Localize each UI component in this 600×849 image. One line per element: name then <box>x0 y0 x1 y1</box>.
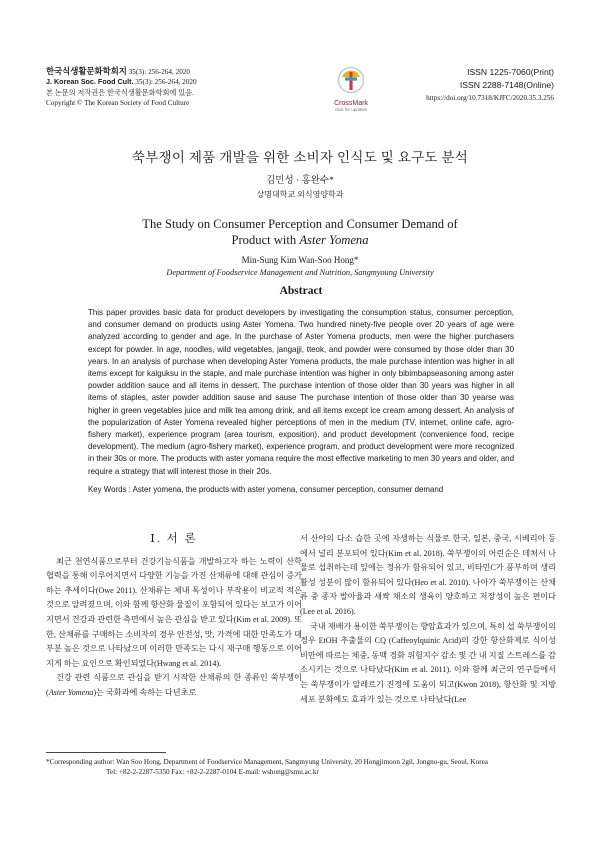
intro-paragraph-2-start: 건강 관련 식품으로 관심을 받기 시작한 산채류의 한 종류인 쑥부쟁이( <box>46 673 302 697</box>
intro-paragraph-1: 최근 천연식품으로부터 건강기능식품을 개발하고자 하는 노력이 산학 협력을 통해 이루어지면서 다양한 기능을 가진 산채류에 대해 관심이 증가하는 추세이다(Owe 2011). 산채류는 체내 독성이나 부작용이 비교적 적은 것으로 알려졌으며, 이와 함께 항산화 물질이 포함되어 있다는 보고가 이어지면서 건강과 관련한 측면에서 높은 관심을 받고 있다(Kim et al. 2009). 또한, 산채류를 구매하는 소비자의 경우 안전성, 맛, 가격에 대한 만족도가 대부분 높은 것으로 나타났으며 이러한 만족도는 다시 재구매 행동으로 이어지게 하는 요인으로 확인되었다(Hwang et al. 2014). <box>46 556 302 668</box>
footnote-divider <box>46 752 166 753</box>
crossmark-icon <box>337 66 365 94</box>
paper-title-en-line1: The Study on Consumer Perception and Consumer Demand of <box>142 217 458 231</box>
paper-title-en-italic: Aster Yomena <box>299 233 369 247</box>
body-column-left <box>46 532 302 701</box>
affiliation-ko: 상명대학교 외식영양학과 <box>256 190 344 199</box>
paper-title-en-line2: Product with <box>231 233 297 247</box>
species-name-italic: Aster Yomena <box>48 687 94 697</box>
crossmark-label: CrossMark <box>334 100 368 107</box>
crossmark-sub: click for updates <box>334 107 368 112</box>
paper-title-en <box>40 216 560 248</box>
title-block <box>40 146 560 277</box>
journal-volume-ko: 35(3): 256-264, 2020 <box>128 68 190 76</box>
copyright-en: Copyright © The Korean Society of Food Culture <box>46 99 190 108</box>
contact-info: Tel: +82-2-2287-5350 Fax: +82-2-2287-0104 E-mail: wshong@smu.ac.kr <box>106 768 319 777</box>
keywords-text: Aster yomena, the products with aster yomena, consumer perception, consumer demand <box>132 484 444 494</box>
copyright-ko: 본 논문의 저작권은 한국식생활문화학회에 있음. <box>46 88 194 97</box>
abstract-section <box>88 285 514 494</box>
issn-print: ISSN 1225-7060(Print) <box>467 67 554 77</box>
issn-online: ISSN 2288-7148(Online) <box>459 80 554 90</box>
intro-paragraph-2 <box>46 671 302 700</box>
abstract-body: This paper provides basic data for product developers by investigating the consumption status, consumer perception, and consumer demand on products using Aster Yomena. Two hundred ninety-five people over 20 years of age were analyzed according to gender and age. In the purchase of Aster Yomena products, men were the higher purchasers except for powder. In age, noodles, wild vegetables, jangajji, tteok, and powder were consumed by those older than 30 years. In an analysis of purchase when developing Aster Yomena products, the male purchase intention was higher in all items except for kalguksu in the staple, and male purchase intention was higher in only bibimbapseasoning among aster powder addition sauce and all items in dessert. The purchase intention of those older than 30 years was higher in all items of staples, aster powder addition sause and sause The purchase intention of those older than 30 yearse was higher in green vegetables juice and milk tea among drink, and all items except ice cream among dessert. An analysis of the popularization of Aster Yomena revealed higher perceptions of men in the medium (TV, internet, online cafe, agro-fishery market), experience program (area tourism, exposition), and product development (convenience food, recipe development). The medium (agro-fishery market), experience program, and product development were more recognized in their 30s or more. The products with aster yomana require the most effective marketing to men 30 years and older, and require a strategy that will interest those in their 20s. <box>88 308 514 476</box>
issn-info <box>426 66 554 105</box>
body-column-right <box>300 532 556 707</box>
intro-paragraph-2-end: )는 국화과에 속하는 다년초로 <box>93 687 197 697</box>
keywords-label: Key Words : <box>88 484 131 494</box>
section-heading-intro: Ⅰ. 서 론 <box>150 533 198 545</box>
journal-volume-en: 35(3): 256-264, 2020 <box>135 78 197 87</box>
keywords-line <box>88 485 514 494</box>
authors-en: Min-Sung Kim Wan-Soo Hong* <box>241 255 359 265</box>
doi-link[interactable]: https://doi.org/10.7318/KJFC/2020.35.3.256 <box>426 94 554 102</box>
intro-paragraph-continued: 서 산야의 다소 습한 곳에 자생하는 식물로 한국, 일본, 중국, 시베리아 등에서 널리 분포되어 있다(Kim et al. 2018). 쑥부쟁이의 어린순은 데쳐서 나물로 섭취하는데 잎에는 정유가 함유되어 있고, 비타민C가 풍부하며 생리활성 성분이 많이 함유되어 있다(Heo et al. 2010). 나아가 쑥부쟁이는 산채류 중 종자 발아율과 새싹 채소의 생육이 양호하고 저장성이 높은 편이다(Lee et al. 2016). <box>300 534 556 616</box>
crossmark-badge[interactable] <box>329 66 373 112</box>
corresponding-author: *Corresponding author: Wan Soo Hong, Department of Foodservice Management, Sangmyung University, 20 Hongjimoon 2gil, Jongno-gu, Seoul, Korea <box>46 758 488 766</box>
footnote <box>46 757 556 778</box>
intro-paragraph-3: 국내 재배가 용이한 쑥부쟁이는 향암효과가 있으며, 특히 섭 쑥부쟁이의 경우 EtOH 추출물의 CQ (Caffeoylquinic Acid)의 강한 항산화제로 식이성 비만에 따르는 체중, 동맥 경화 위험지수 감소 및 간 내 지질 스트레스를 감소시키는 것으로 나타났다(Kim et al. 2011). 이와 함께 최근의 연구들에서는 쑥부쟁이가 알레르기 진정에 도움이 되고(Kwon 2018), 항산화 및 지방세포 분화에도 효과가 있는 것으로 나타났다(Lee <box>300 621 556 704</box>
abstract-heading: Abstract <box>279 285 323 297</box>
journal-name-en: J. Korean Soc. Food Cult. <box>46 77 134 87</box>
paper-title-ko: 쑥부쟁이 제품 개발을 위한 소비자 인식도 및 요구도 분석 <box>131 150 469 165</box>
journal-name-ko: 한국식생활문화학회지 <box>46 66 127 76</box>
authors-ko: 김민성 · 홍완수* <box>266 176 334 186</box>
affiliation-en: Department of Foodservice Management and Nutrition, Sangmyoung University <box>166 268 434 277</box>
journal-info <box>46 66 197 109</box>
page-header <box>0 0 600 120</box>
